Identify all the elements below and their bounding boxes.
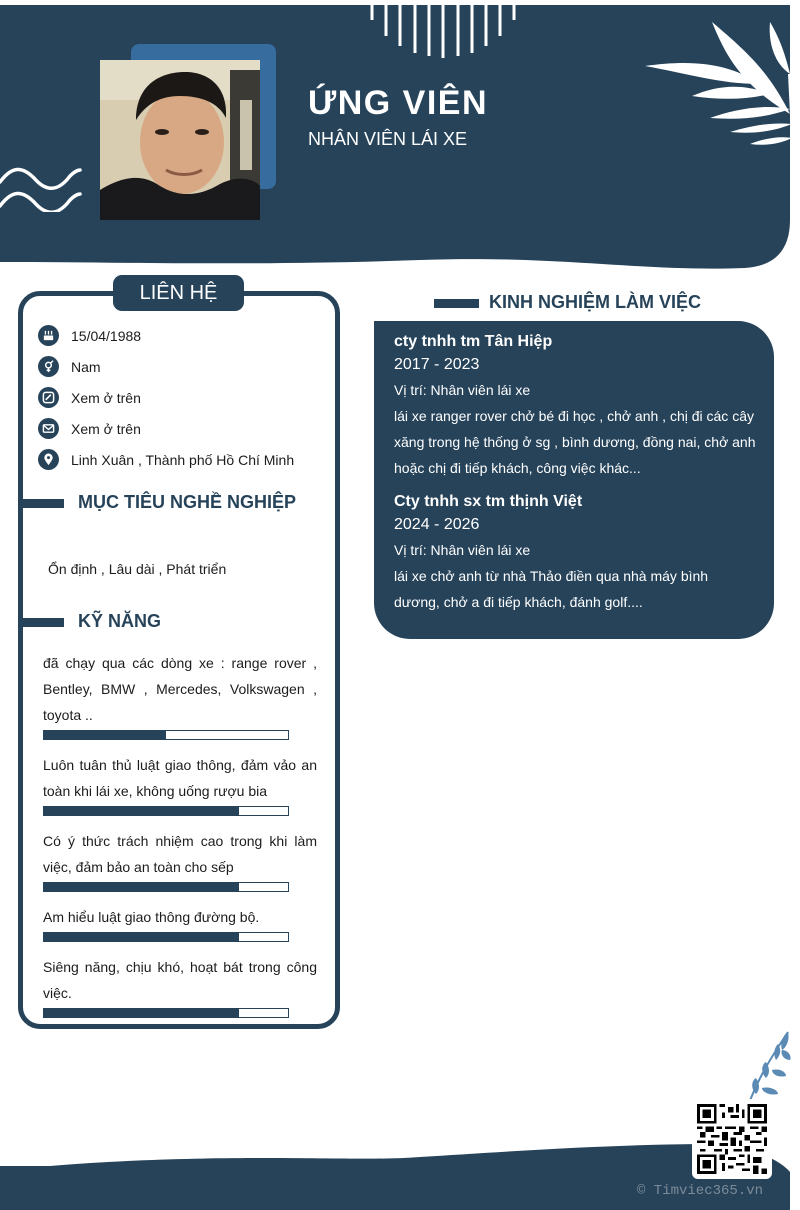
candidate-name: ỨNG VIÊN [308, 84, 489, 122]
skill-text: Luôn tuân thủ luật giao thông, đảm vảo an toàn khi lái xe, không uống rượu bia [43, 757, 317, 799]
contact-item-email [38, 413, 294, 444]
experience-section-title: KINH NGHIỆM LÀM VIỆC [489, 292, 702, 312]
birthday-value: 15/04/1988 [71, 327, 142, 344]
experience-section-bar [434, 299, 479, 308]
position: Vị trí: Nhân viên lái xe [394, 382, 531, 398]
leaves-decoration-icon [640, 14, 795, 154]
skill-level-bar [43, 932, 289, 942]
job-description: lái xe chở anh từ nhà Thảo điền qua nhà máy bình dương, chở a đi tiếp khách, đánh golf.... [394, 568, 709, 610]
skill-level-fill [44, 731, 166, 739]
contact-item-address [38, 444, 294, 475]
contact-item-gender [38, 351, 294, 382]
skill-text: đã chạy qua các dòng xe : range rover , Bentley, BMW , Mercedes, Volkswagen , toyota .. [43, 655, 317, 723]
job-title: NHÂN VIÊN LÁI XE [308, 129, 468, 149]
experience-item [394, 331, 756, 481]
skill-item [43, 904, 317, 942]
company-name: cty tnhh tm Tân Hiệp [394, 333, 553, 350]
experience-item [394, 491, 756, 615]
contact-item-birthday [38, 320, 294, 351]
skill-item [43, 650, 317, 740]
waves-decoration-icon [0, 160, 82, 212]
email-value: Xem ở trên [71, 420, 141, 437]
skill-level-bar [43, 882, 289, 892]
employment-years: 2024 - 2026 [394, 516, 480, 533]
location-icon [38, 449, 59, 470]
skill-item [43, 828, 317, 892]
objective-section-title: MỤC TIÊU NGHỀ NGHIỆP [78, 492, 297, 512]
skills-section-bar [22, 618, 64, 627]
gender-value: Nam [71, 358, 101, 375]
address-value: Linh Xuân , Thành phố Hồ Chí Minh [71, 451, 295, 468]
email-icon [38, 418, 59, 439]
skill-level-bar [43, 1008, 289, 1018]
copyright-text: © Timviec365.vn [637, 1183, 764, 1199]
phone-value: Xem ở trên [71, 389, 141, 406]
skill-level-fill [44, 1009, 239, 1017]
skill-text: Có ý thức trách nhiệm cao trong khi làm việc, đảm bảo an toàn cho sếp [43, 833, 317, 875]
skill-level-fill [44, 883, 239, 891]
stripes-decoration-icon [366, 0, 521, 62]
employment-years: 2017 - 2023 [394, 356, 480, 373]
objective-text: Ổn định , Lâu dài , Phát triển [48, 561, 227, 577]
gender-icon [38, 356, 59, 377]
avatar [100, 60, 260, 220]
skills-section-title: KỸ NĂNG [78, 611, 162, 631]
company-name: Cty tnhh sx tm thịnh Việt [394, 493, 583, 510]
experience-list [394, 331, 756, 625]
contact-list [38, 320, 294, 475]
skill-level-fill [44, 933, 239, 941]
skill-text: Am hiểu luật giao thông đường bộ. [43, 909, 260, 925]
qr-code[interactable] [692, 1099, 772, 1179]
contact-section-title: LIÊN HỆ [113, 275, 244, 311]
skill-level-bar [43, 730, 289, 740]
skill-level-fill [44, 807, 239, 815]
contact-item-phone [38, 382, 294, 413]
skill-text: Siêng năng, chịu khó, hoạt bát trong công việc. [43, 959, 317, 1001]
position: Vị trí: Nhân viên lái xe [394, 542, 531, 558]
skills-list [43, 650, 317, 1030]
phone-icon [38, 387, 59, 408]
skill-item [43, 954, 317, 1018]
branch-decoration-icon [738, 1028, 794, 1106]
birthday-cake-icon [38, 325, 59, 346]
skill-level-bar [43, 806, 289, 816]
skill-item [43, 752, 317, 816]
job-description: lái xe ranger rover chở bé đi học , chở anh , chị đi các cây xăng trong hệ thống ở sg , bình dương, đồng nai, chở anh hoặc chị đi tiếp khách, công việc khác... [394, 408, 756, 476]
experience-card [374, 321, 774, 639]
objective-section-bar [22, 499, 64, 508]
